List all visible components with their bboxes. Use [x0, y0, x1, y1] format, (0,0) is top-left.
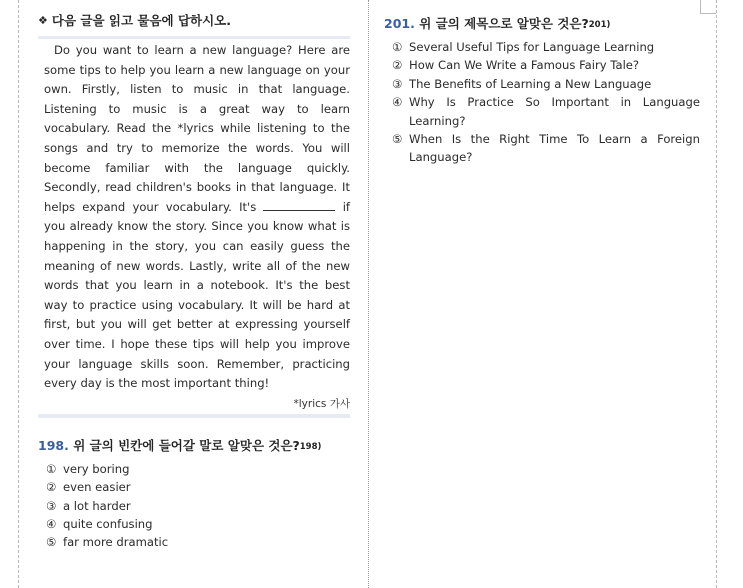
passage-text-before-blank: Do you want to learn a new language? Here are some tips to help you learn a new language on your own. Firstly, listen to music in that language. Listening to music is a great way to learn vocabulary. Read the *lyrics while listening to the songs and try to memorize the words. You will become familiar with the language quickly. Secondly, read children's books in that language. It helps expand your vocabulary. It's [44, 43, 350, 214]
question-201-options [384, 38, 700, 167]
question-198-text: 위 글의 빈칸에 들어갈 말로 알맞은 것은? [73, 437, 300, 453]
reading-passage [38, 36, 350, 394]
diamond-bullet-icon: ❖ [38, 13, 48, 27]
passage-footnote: *lyrics 가사 [293, 397, 350, 410]
option-3[interactable] [392, 75, 700, 93]
option-4-mark: ④ [392, 95, 403, 110]
option-1-text: Several Useful Tips for Language Learning [409, 40, 655, 54]
question-198-ref: 198) [299, 441, 322, 452]
left-column [38, 10, 350, 552]
question-201-number: 201. [384, 16, 415, 31]
option-3-mark: ③ [392, 76, 403, 91]
question-198-number: 198. [38, 437, 69, 453]
question-201-ref: 201) [588, 20, 611, 30]
passage-bottom-rule [38, 414, 350, 418]
right-column [384, 10, 700, 167]
option-2-text: How Can We Write a Famous Fairy Tale? [409, 58, 640, 73]
option-3-text: The Benefits of Learning a New Language [409, 76, 652, 91]
option-5-text: When Is the Right Time To Learn a Foreign Language? [409, 132, 700, 165]
option-5[interactable] [46, 533, 350, 551]
option-4[interactable] [46, 515, 350, 533]
option-1[interactable] [392, 38, 700, 56]
option-3[interactable] [46, 497, 350, 515]
instruction-heading [38, 10, 350, 30]
option-1-text: very boring [63, 461, 130, 476]
option-3-text: a lot harder [63, 498, 131, 513]
page-margin-left [18, 0, 19, 588]
question-201-text: 위 글의 제목으로 알맞은 것은? [419, 16, 589, 31]
option-5-mark: ⑤ [392, 132, 403, 147]
option-5-mark: ⑤ [46, 535, 57, 550]
option-1-mark: ① [46, 461, 57, 476]
option-2-mark: ② [46, 480, 57, 495]
option-2-mark: ② [392, 58, 403, 73]
answer-blank [263, 199, 335, 211]
option-2[interactable] [46, 478, 350, 496]
option-5-text: far more dramatic [63, 535, 169, 550]
question-198-options [38, 460, 350, 552]
option-2-text: even easier [63, 480, 131, 495]
page-margin-right [716, 0, 717, 588]
question-198-title [38, 436, 350, 454]
option-2[interactable] [392, 56, 700, 74]
column-divider [368, 0, 369, 588]
page-corner-mark [700, 0, 716, 14]
option-1[interactable] [46, 460, 350, 478]
option-4-mark: ④ [46, 516, 57, 531]
instruction-text: 다음 글을 읽고 물음에 답하시오. [51, 13, 232, 28]
option-4-text: quite confusing [63, 516, 153, 531]
question-201-title [384, 14, 700, 32]
option-4-text: Why Is Practice So Important in Language Learning? [409, 95, 700, 128]
option-1-mark: ① [392, 40, 403, 54]
option-5[interactable] [392, 130, 700, 167]
option-3-mark: ③ [46, 498, 57, 513]
option-4[interactable] [392, 93, 700, 130]
passage-text-after-blank: if you already know the story. Since you know what is happening in the story, you can easily guess the meaning of new words. Lastly, write all of the new words that you learn in a notebook. It's the best way to practice using vocabulary. It will be hard at first, but you will get better at expressing yourself over time. I hope these tips will help you improve your language skills soon. Remember, practicing every day is the most important thing! [44, 199, 351, 391]
